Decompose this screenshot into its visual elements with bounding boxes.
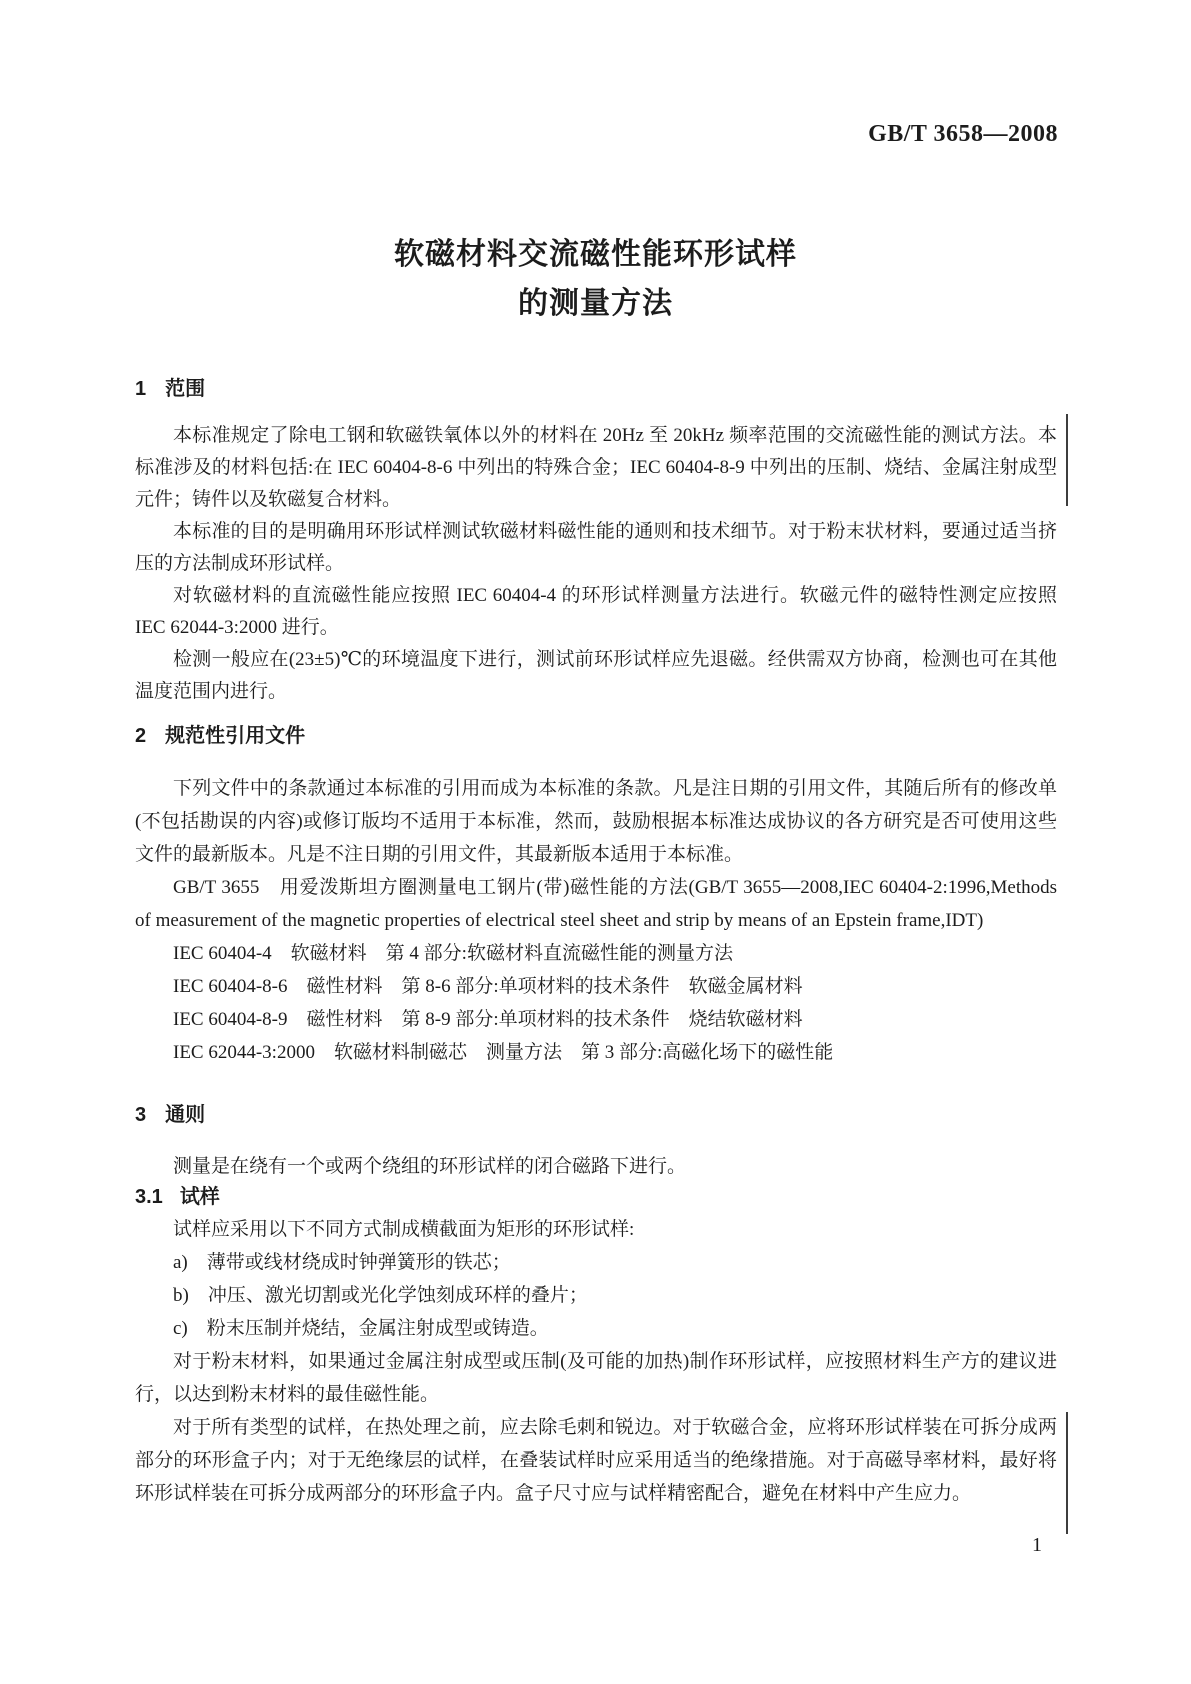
standard-code: GB/T 3658—2008 [868,121,1058,147]
paragraph: 检测一般应在(23±5)℃的环境温度下进行，测试前环形试样应先退磁。经供需双方协商，检测也可在其他温度范围内进行。 [135,649,1057,702]
reference-entry: IEC 60404-4 软磁材料 第 4 部分:软磁材料直流磁性能的测量方法 [173,943,733,964]
section-3-1-number: 3.1 [135,1186,163,1208]
section-3-heading [135,1103,1057,1127]
paragraph: 对软磁材料的直流磁性能应按照 IEC 60404-4 的环形试样测量方法进行。软磁元件的磁特性测定应按照 IEC 62044-3:2000 进行。 [135,585,1057,638]
reference-entry: IEC 60404-8-6 磁性材料 第 8-6 部分:单项材料的技术条件 软磁金属材料 [173,976,803,997]
document-title-line2: 的测量方法 [518,287,673,320]
list-item-b: b) 冲压、激光切割或光化学蚀刻成环样的叠片； [173,1285,588,1306]
section-1-number: 1 [135,378,147,400]
paragraph: 本标准的目的是明确用环形试样测试软磁材料磁性能的通则和技术细节。对于粉末状材料，要通过适当挤压的方法制成环形试样。 [135,521,1057,574]
section-1-label: 范围 [165,378,206,400]
revision-change-bar [1066,414,1068,506]
section-3-1-body [135,1213,1057,1510]
reference-entry: IEC 62044-3:2000 软磁材料制磁芯 测量方法 第 3 部分:高磁化场下的磁性能 [173,1042,834,1063]
page-number: 1 [1032,1534,1042,1556]
reference-entry: GB/T 3655 用爱泼斯坦方圈测量电工钢片(带)磁性能的方法(GB/T 3655—2008,IEC 60404-2:1996,Methods of measurement of the magnetic properties of electrical steel sheet and strip by means of an Epstein frame,IDT) [135,877,1057,931]
section-1-heading [135,377,1057,401]
paragraph: 本标准规定了除电工钢和软磁铁氧体以外的材料在 20Hz 至 20kHz 频率范围的交流磁性能的测试方法。本标准涉及的材料包括:在 IEC 60404-8-6 中列出的特殊合金；IEC 60404-8-9 中列出的压制、烧结、金属注射成型元件；铸件以及软磁复合材料。 [135,425,1057,510]
paragraph: 试样应采用以下不同方式制成横截面为矩形的环形试样: [173,1219,635,1240]
document-title-line1: 软磁材料交流磁性能环形试样 [394,238,797,271]
section-2-heading [135,724,1057,748]
section-1-body [135,420,1057,708]
section-3-1-label: 试样 [179,1186,220,1208]
section-3-label: 通则 [165,1104,206,1126]
document-title [0,230,1191,328]
section-3-1-heading [135,1185,1057,1209]
paragraph: 对于粉末材料，如果通过金属注射成型或压制(及可能的加热)制作环形试样，应按照材料生产方的建议进行，以达到粉末材料的最佳磁性能。 [135,1351,1057,1405]
reference-entry: IEC 60404-8-9 磁性材料 第 8-9 部分:单项材料的技术条件 烧结软磁材料 [173,1009,803,1030]
list-item-a: a) 薄带或线材绕成时钟弹簧形的铁芯； [173,1252,511,1273]
list-item-c: c) 粉末压制并烧结，金属注射成型或铸造。 [173,1318,549,1339]
section-2-label: 规范性引用文件 [165,725,306,747]
section-3-number: 3 [135,1104,147,1126]
paragraph: 测量是在绕有一个或两个绕组的环形试样的闭合磁路下进行。 [173,1156,687,1177]
paragraph: 下列文件中的条款通过本标准的引用而成为本标准的条款。凡是注日期的引用文件，其随后所有的修改单(不包括勘误的内容)或修订版均不适用于本标准，然而，鼓励根据本标准达成协议的各方研究是否可使用这些文件的最新版本。凡是不注日期的引用文件，其最新版本适用于本标准。 [135,778,1057,865]
section-2-number: 2 [135,725,147,747]
revision-change-bar [1066,1412,1068,1534]
section-2-body [135,772,1057,1069]
section-3-body [135,1150,1057,1183]
paragraph: 对于所有类型的试样，在热处理之前，应去除毛刺和锐边。对于软磁合金，应将环形试样装在可拆分成两部分的环形盒子内；对于无绝缘层的试样，在叠装试样时应采用适当的绝缘措施。对于高磁导率材料，最好将环形试样装在可拆分成两部分的环形盒子内。盒子尺寸应与试样精密配合，避免在材料中产生应力。 [135,1417,1057,1504]
